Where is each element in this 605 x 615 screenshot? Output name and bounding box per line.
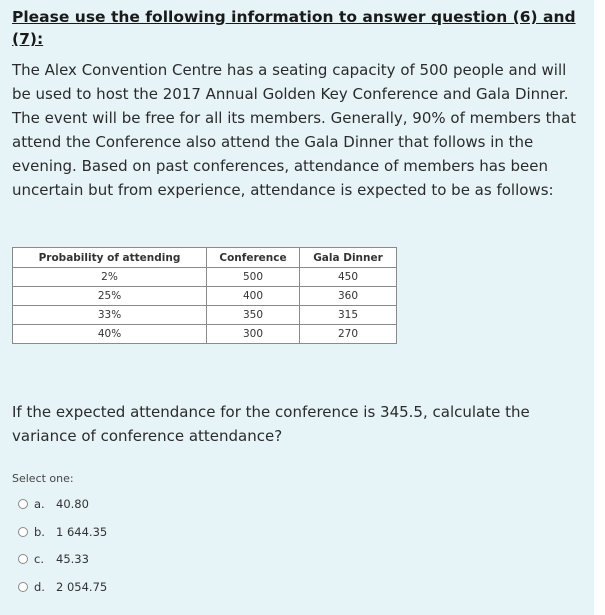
select-one-label: Select one: [12,472,74,485]
radio-icon[interactable] [18,499,28,509]
attendance-table [12,247,397,344]
table-cell: 33% [13,306,207,325]
table-cell: 350 [207,306,300,325]
table-row [13,306,397,325]
question-text: If the expected attendance for the conference is 345.5, calculate the variance of conference attendance? [12,403,530,445]
table-cell: 40% [13,325,207,344]
table-cell: 2% [13,268,207,287]
option-letter: a. [34,497,45,511]
option-d[interactable] [18,580,107,594]
intro-paragraph: The Alex Convention Centre has a seating capacity of 500 people and will be used to host the 2017 Annual Golden Key Conference and Gala Dinner. The event will be free for all its members. Generally, 90% of members that attend the Conference also attend the Gala Dinner that follows in the evening. Based on past conferences, attendance of members has been uncertain but from experience, attendance is expected to be as follows: [12,61,577,199]
option-c[interactable] [18,552,89,566]
table-header: Conference [207,248,300,268]
option-text: 45.33 [56,552,89,566]
option-text: 2 054.75 [56,580,108,594]
option-text: 40.80 [56,497,89,511]
question-heading: Please use the following information to answer question (6) and (7): [12,8,576,48]
table-cell: 400 [207,287,300,306]
option-b[interactable] [18,525,107,539]
table-cell: 500 [207,268,300,287]
table-cell: 450 [300,268,397,287]
table-cell: 360 [300,287,397,306]
option-a[interactable] [18,497,89,511]
radio-icon[interactable] [18,554,28,564]
table-row [13,268,397,287]
radio-icon[interactable] [18,527,28,537]
table-row [13,325,397,344]
table-cell: 25% [13,287,207,306]
table-cell: 300 [207,325,300,344]
table-cell: 315 [300,306,397,325]
table-header: Gala Dinner [300,248,397,268]
radio-icon[interactable] [18,582,28,592]
table-header-row [13,248,397,268]
option-letter: b. [34,525,45,539]
option-letter: c. [34,552,44,566]
table-row [13,287,397,306]
table-header: Probability of attending [13,248,207,268]
table-cell: 270 [300,325,397,344]
option-letter: d. [34,580,45,594]
option-text: 1 644.35 [56,525,108,539]
